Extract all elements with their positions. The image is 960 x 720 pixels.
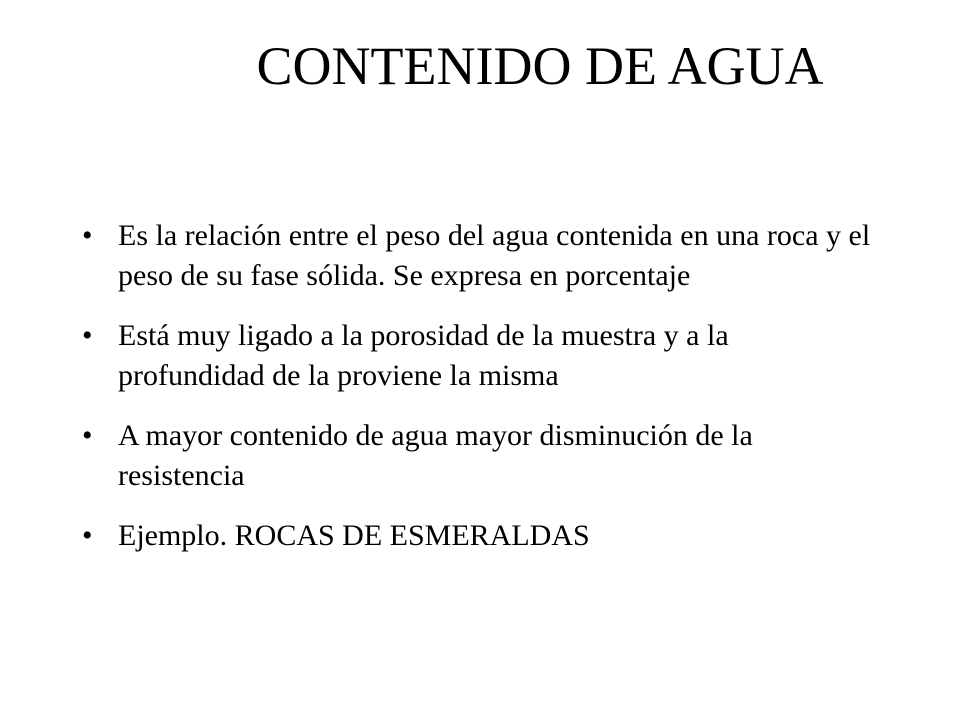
bullet-item bbox=[82, 416, 882, 496]
slide-title: CONTENIDO DE AGUA bbox=[256, 36, 824, 96]
bullet-item bbox=[82, 516, 882, 556]
bullet-list bbox=[82, 216, 882, 576]
bullet-text: Es la relación entre el peso del agua contenida en una roca y el peso de su fase sólida. Se expresa en porcentaje bbox=[118, 219, 871, 292]
bullet-text: A mayor contenido de agua mayor disminución de la resistencia bbox=[118, 419, 753, 492]
bullet-item bbox=[82, 316, 882, 396]
bullet-icon: • bbox=[82, 319, 93, 352]
bullet-icon: • bbox=[82, 419, 93, 452]
bullet-icon: • bbox=[82, 219, 93, 252]
bullet-text: Ejemplo. ROCAS DE ESMERALDAS bbox=[118, 519, 590, 552]
bullet-text: Está muy ligado a la porosidad de la muestra y a la profundidad de la proviene la misma bbox=[118, 319, 729, 392]
bullet-icon: • bbox=[82, 519, 93, 552]
bullet-item bbox=[82, 216, 882, 296]
